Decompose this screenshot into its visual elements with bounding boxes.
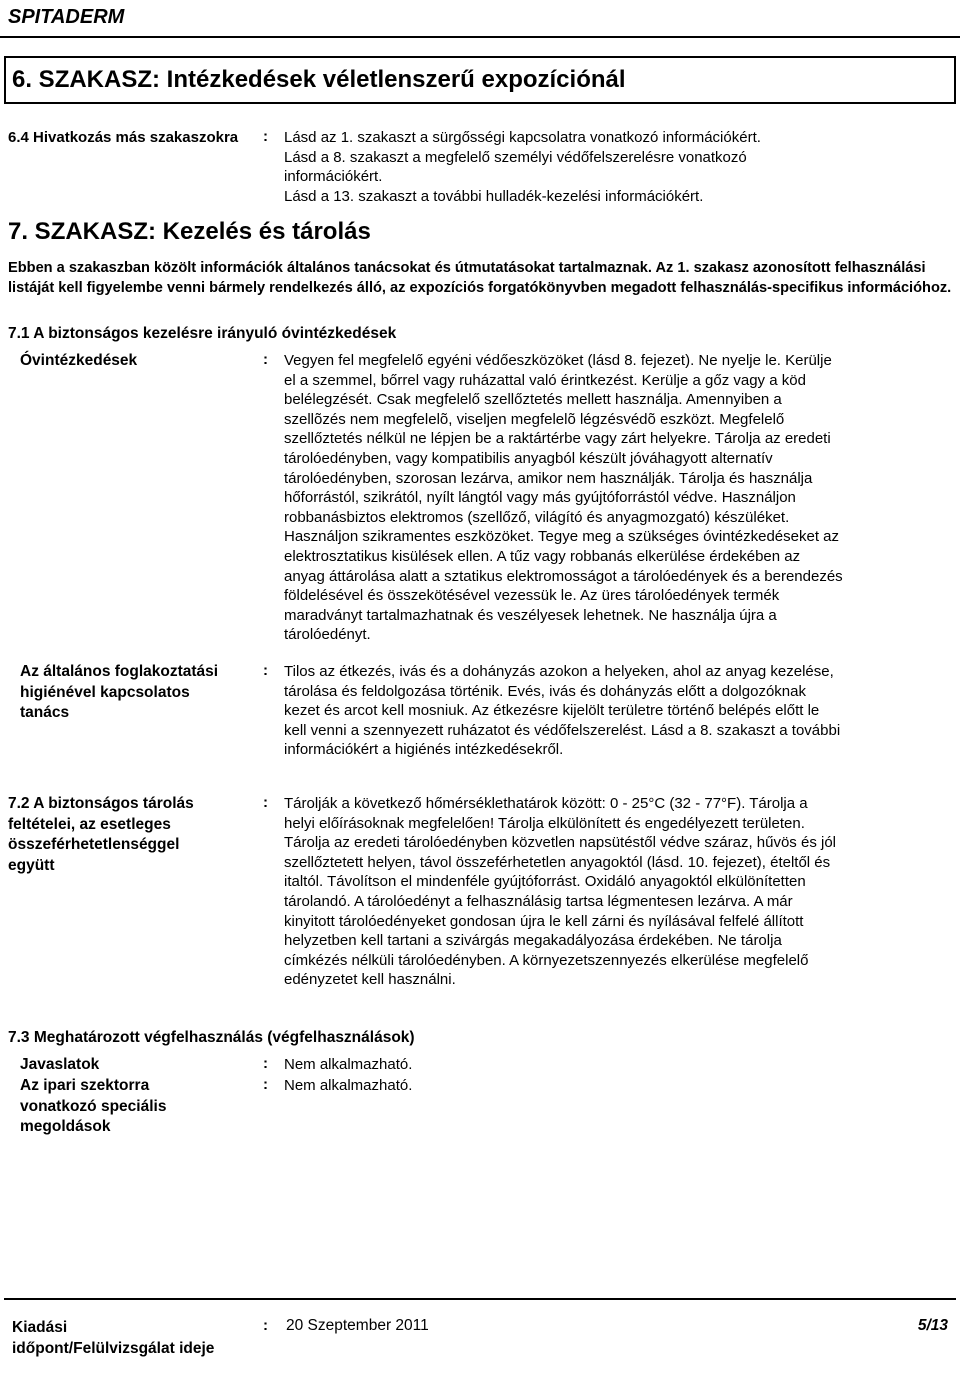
text-line: tárolóedényben, vagy kompatibilis anyagból készült jóváhagyott alternatív — [284, 449, 773, 467]
label-line: 7.2 A biztonságos tárolás — [8, 795, 194, 812]
recommendations-label: Javaslatok — [20, 1056, 100, 1073]
company-name: SPITADERM — [8, 6, 125, 28]
text-line: Tárolja az eredeti tárolóedényben közvetlen napsütéstől védve száraz, hűvös és jól — [284, 834, 836, 852]
precautions-label: Óvintézkedések — [20, 352, 138, 369]
colon: : — [263, 1055, 268, 1072]
text-line: elektrosztatikus kisülések ellen. A tűz vagy robbanás elkerülése érdekében az — [284, 547, 801, 565]
text-line: földelésével és összekötésével vezessük le. Az üres tárolóedények termék — [284, 587, 780, 605]
colon: : — [263, 1076, 268, 1093]
text-line: Tilos az étkezés, ivás és a dohányzás azokon a helyeken, ahol az anyag kezelése, — [284, 663, 834, 680]
section-7-2-label — [8, 794, 194, 876]
label-line: időpont/Felülvizsgálat ideje — [12, 1340, 215, 1357]
text-line: információkért a higiénés intézkedésekről. — [284, 741, 564, 759]
text-line: szellőztetett helyen, távol összeférhetetlen anyagoktól (lásd. 10. fejezet), ételtől és — [284, 853, 831, 871]
label-line: összeférhetetlenséggel — [8, 836, 180, 853]
text-line: tárolóedényt. — [284, 626, 371, 644]
section-6-4-label: 6.4 Hivatkozás más szakaszokra — [8, 129, 239, 146]
industry-solutions-label — [20, 1076, 166, 1138]
label-line: Az általános foglakoztatási — [20, 663, 219, 680]
text-line: Lásd az 1. szakaszt a sürgősségi kapcsolatra vonatkozó információkért. — [284, 129, 761, 146]
label-line: vonatkozó speciális — [20, 1097, 167, 1115]
label-line: együtt — [8, 856, 55, 874]
text-line: italtól. Távolítson el mindenféle gyújtóforrást. Oxidáló anyagoktól elkülönítetten — [284, 873, 806, 891]
industry-solutions-value: Nem alkalmazható. — [284, 1077, 413, 1094]
section-7-1-heading: 7.1 A biztonságos kezelésre irányuló óvintézkedések — [8, 325, 397, 342]
text-line: címkézés nélküli tárolóedényben. A környezetszennyezés elkerülése megfelelő — [284, 951, 809, 969]
text-line: kell venni a szennyezett ruházatot és védőfelszerelést. Lásd a 8. szakaszt a további — [284, 721, 841, 739]
label-line: Az ipari szektorra — [20, 1077, 150, 1094]
text-line: kezet és arcot kell mosniuk. Az étkezésre kijelölt területre történő belépés előtt le — [284, 702, 820, 720]
section-7-3-heading: 7.3 Meghatározott végfelhasználás (végfelhasználások) — [8, 1029, 415, 1046]
colon: : — [263, 351, 268, 368]
label-line: higiénével kapcsolatos — [20, 683, 190, 701]
footer-date: 20 Szeptember 2011 — [286, 1317, 429, 1334]
label-line: megoldások — [20, 1118, 111, 1135]
label-line: Kiadási — [12, 1319, 68, 1336]
section-6-4-text — [284, 128, 761, 206]
colon: : — [263, 1317, 268, 1334]
text-line: információkért. — [284, 168, 383, 185]
document-header — [0, 0, 960, 38]
text-line: anyag áttárolása alatt a sztatikus elektromosságot a tárolóedények és a berendezés — [284, 567, 843, 585]
label-line: tanács — [20, 704, 70, 721]
text-line: kinyitott tárolóedényeket gondosan újra le kell zárni és nyílásával felfelé állított — [284, 912, 804, 930]
text-line: helyzetben kell tartani a szivárgás megakadályozása érdekében. Ne tárolja — [284, 932, 782, 950]
text-line: belélegzését. Csak megfelelő szellőztetés mellett használja. Amennyiben a — [284, 391, 782, 409]
colon: : — [263, 662, 268, 679]
text-line: Lásd a 13. szakaszt a további hulladék-kezelési információkért. — [284, 187, 704, 205]
text-line: hőforrástól, szikrától, nyílt lángtól vagy más gyújtóforrástól védve. Használjon — [284, 489, 796, 507]
hygiene-label — [20, 662, 218, 724]
hygiene-text — [284, 662, 840, 760]
label-line: feltételei, az esetleges — [8, 815, 171, 833]
section-6-title: 6. SZAKASZ: Intézkedések véletlenszerű expozíciónál — [12, 66, 626, 93]
page-number: 5/13 — [917, 1317, 948, 1334]
section-6-title-box — [4, 56, 956, 104]
text-line: szellőztetés nélkül ne lépjen be a raktártérbe vagy zárt helyekre. Tárolja az eredeti — [284, 430, 831, 448]
section-7-intro: Ebben a szakaszban közölt információk általános tanácsokat és útmutatásokat tartalmaznak. Az 1. szakasz azonosított felhasználási listáját kell figyelembe venni bármely rendelkezés álló, az expozíciós forgatókönyvben megadott felhasználás-specifikus információhoz. — [8, 260, 952, 296]
text-line: tárolása és feldolgozása történik. Evés, ivás és dohányzás előtt a dolgozóknak — [284, 682, 806, 700]
text-line: Tárolják a következő hőmérséklethatárok között: 0 - 25°C (32 - 77°F). Tárolja a — [284, 795, 808, 812]
section-7-2-text — [284, 794, 836, 990]
colon: : — [263, 128, 268, 145]
text-line: edényzetet kell használni. — [284, 971, 456, 989]
footer-divider — [4, 1298, 956, 1300]
text-line: tárolandó. A tárolóedényt a felhasználásig tartsa légmentesen lezárva. A már — [284, 892, 793, 910]
precautions-text — [284, 351, 843, 645]
text-line: el a szemmel, bőrrel vagy ruházattal való érintkezést. Kerülje a gőz vagy a köd — [284, 371, 806, 389]
text-line: szellõzés nem megfelelõ, viseljen megfelelõ légzésvédõ eszközt. Megfelelő — [284, 410, 785, 428]
text-line: helyi előírásoknak megfelelően! Tárolja elkülönített és engedélyezett területen. — [284, 814, 805, 832]
footer-date-label — [12, 1317, 214, 1359]
colon: : — [263, 794, 268, 811]
section-7-title: 7. SZAKASZ: Kezelés és tárolás — [8, 218, 371, 245]
text-line: tárolóedényben, szorosan lezárva, amikor nem használják. Tárolja és használja — [284, 469, 813, 487]
recommendations-value: Nem alkalmazható. — [284, 1056, 413, 1073]
text-line: Vegyen fel megfelelő egyéni védőeszközöket (lásd 8. fejezet). Ne nyelje le. Kerülje — [284, 352, 832, 369]
text-line: robbanásbiztos elektromos (szellőző, világító és anyagmozgató) készüléket. — [284, 508, 790, 526]
text-line: maradványt tartalmazhatnak és veszélyesek lehetnek. Ne használja újra a — [284, 606, 777, 624]
text-line: Használjon szikramentes eszközöket. Tegye meg a szükséges óvintézkedéseket az — [284, 528, 840, 546]
text-line: Lásd a 8. szakaszt a megfelelő személyi védőfelszerelésre vonatkozó — [284, 148, 747, 166]
